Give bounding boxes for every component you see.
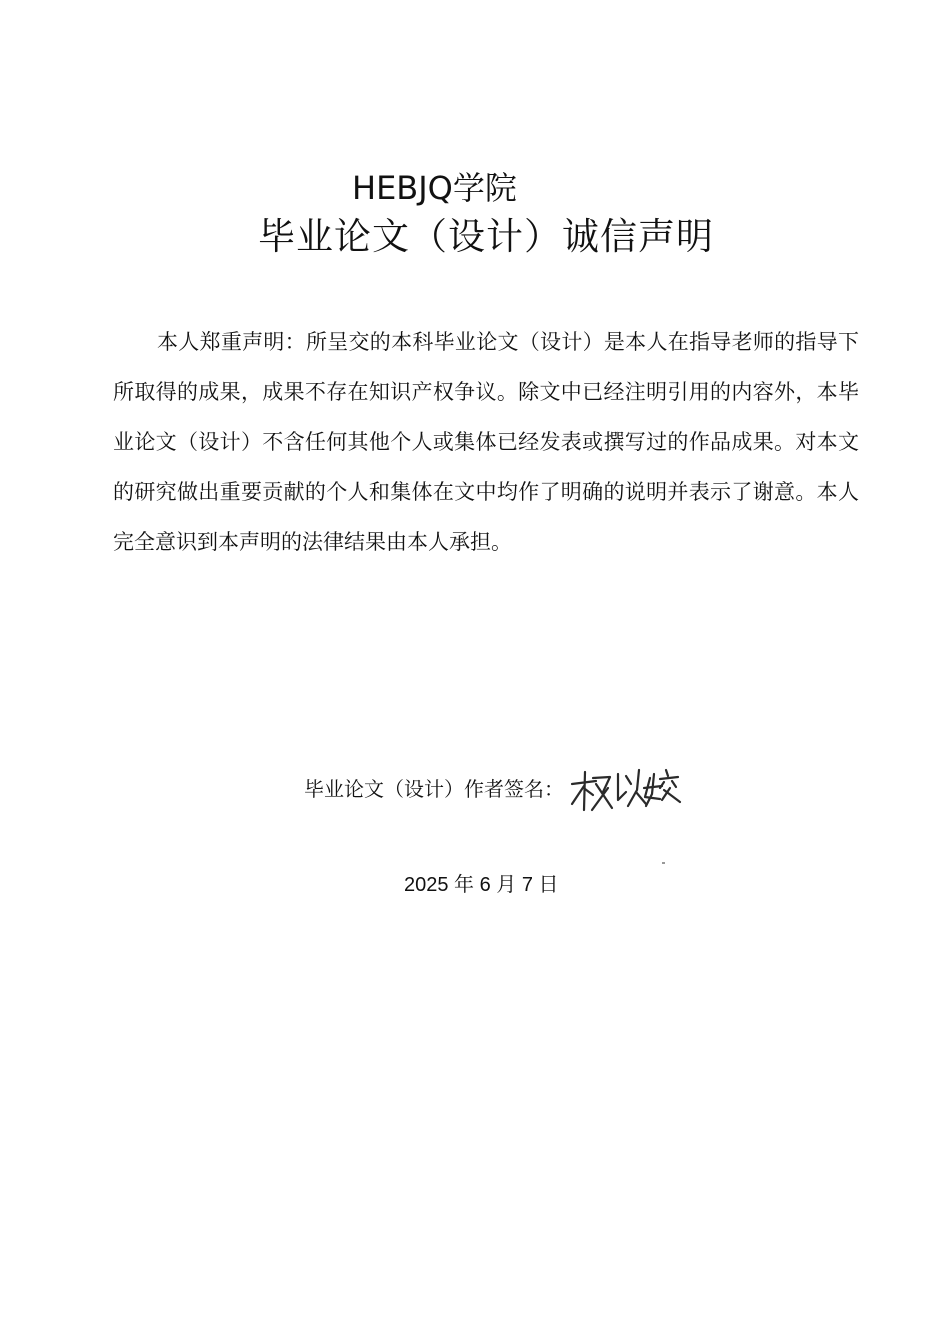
- signature-date: 2025 年 6 月 7 日: [404, 874, 559, 896]
- school-name: HEBJQ学院: [352, 169, 517, 207]
- document-title: 毕业论文（设计）诚信声明: [258, 215, 714, 258]
- scan-speck: [662, 862, 665, 864]
- handwritten-signature: [566, 764, 684, 820]
- signature-line: [304, 764, 684, 814]
- signature-label: 毕业论文（设计）作者签名：: [304, 777, 564, 801]
- declaration-paragraph: 本人郑重声明：所呈交的本科毕业论文（设计）是本人在指导老师的指导下所取得的成果，成果不存在知识产权争议。除文中已经注明引用的内容外，本毕业论文（设计）不含任何其他个人或集体已经发表或撰写过的作品成果。对本文的研究做出重要贡献的个人和集体在文中均作了明确的说明并表示了谢意。本人完全意识到本声明的法律结果由本人承担。: [113, 330, 859, 554]
